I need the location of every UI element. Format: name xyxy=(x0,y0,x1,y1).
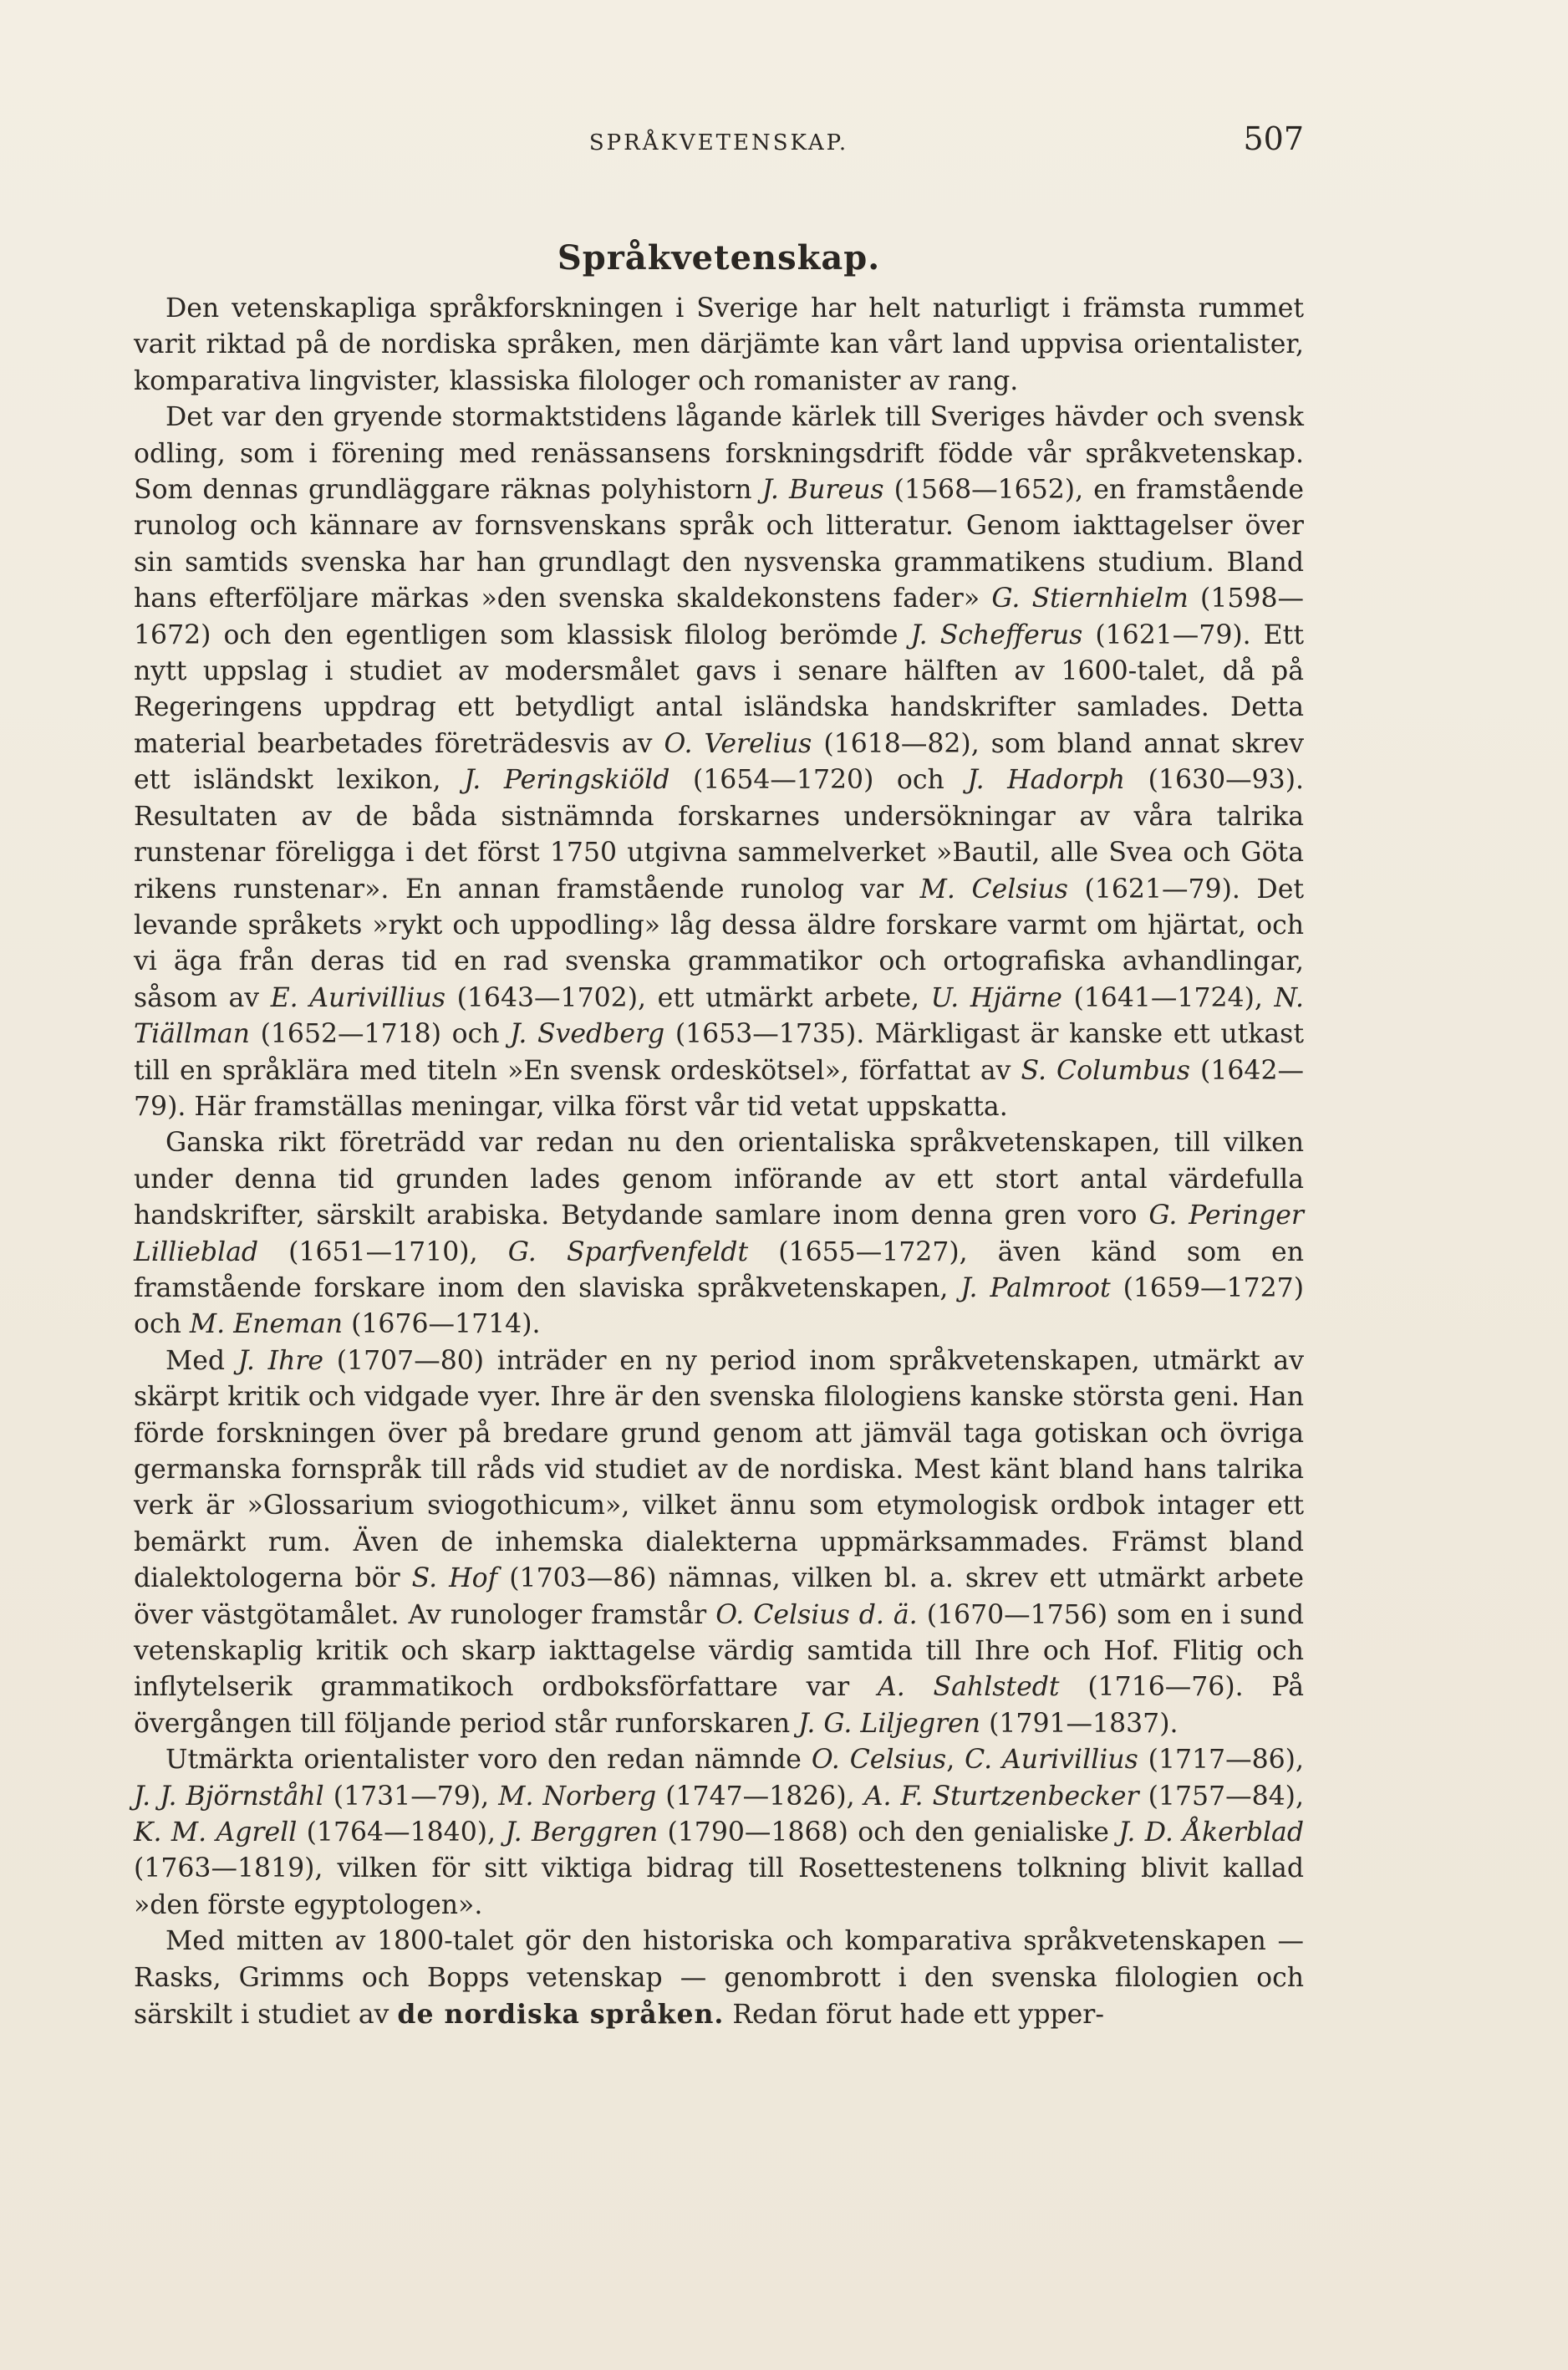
section-title: Språkvetenskap. xyxy=(557,238,881,278)
text-run: (1764—1840), xyxy=(297,1817,506,1848)
text-run: (1654—1720) och xyxy=(669,765,968,796)
paragraph xyxy=(134,1125,1304,1343)
text-run: (1791—1837). xyxy=(980,1708,1179,1739)
running-title: SPRÅKVETENSKAP. xyxy=(588,130,849,155)
italic-name: N. Tiällman xyxy=(134,982,1305,1050)
running-head xyxy=(134,115,1304,166)
italic-name: J. J. Björnståhl xyxy=(134,1781,324,1812)
text-run: (1707—80) inträder en ny period inom språkvetenskapen, utmärkt av skärpt kritik och vidgade vyer. Ihre är den svenska filologiens kanske största geni. Han förde forskningen över på bredare grund genom att jämväl taga gotiskan och övriga germanska fornspråk till råds vid studiet av de nordiska. Mest känt bland hans talrika verk är »Glossarium sviogothicum», vilket ännu som etymologisk ordbok intager ett bemärkt rum. Även de inhemska dialekterna uppmärksammades. Främst bland dialektologerna bör xyxy=(134,1345,1304,1594)
italic-name: O. Verelius xyxy=(664,728,812,759)
text-run: (1618—82), som bland annat skrev ett isländskt lexikon, xyxy=(134,728,1305,796)
italic-name: J. Bureus xyxy=(761,475,884,506)
text-run: (1653—1735). Märkligast är kanske ett utkast till en språklära med titeln »En svensk ordeskötsel», författat av xyxy=(134,1019,1304,1086)
text-run: (1643—1702), ett utmärkt arbete, xyxy=(445,982,931,1013)
text-run: Det var den gryende stormaktstidens lågande kärlek till Sveriges hävder och svensk odling, som i förening med renässansens forskningsdrift födde vår språkvetenskap. Som dennas grundläggare räknas polyhistorn xyxy=(134,402,1304,506)
italic-name: U. Hjärne xyxy=(930,982,1062,1013)
italic-name: O. Celsius d. ä. xyxy=(715,1599,918,1630)
text-run: (1731—79), xyxy=(323,1781,499,1812)
text-run: (1763—1819), vilken för sitt viktiga bidrag till Rosettestenens tolkning blivit kallad »den förste egyptologen». xyxy=(134,1853,1304,1920)
italic-name: S. Columbus xyxy=(1021,1055,1190,1086)
text-run: (1670—1756) som en i sund vetenskaplig kritik och skarp iakttagelse värdig samtida till Ihre och Hof. Flitig och inflytelserik grammatikoch ordboksförfattare var xyxy=(134,1599,1304,1703)
italic-name: J. Hadorph xyxy=(967,765,1126,796)
text-run: (1630—93). Resultaten av de båda sistnämnda forskarnes undersökningar av våra talrika runstenar föreligga i det först 1750 utgivna sammelverket »Bautil, alle Svea och Göta rikens runstenar». En annan framstående runolog var xyxy=(134,765,1304,905)
text-run: Ganska rikt företrädd var redan nu den orientaliska språkvetenskapen, till vilken under denna tid grunden lades genom införande av ett stort antal värdefulla handskrifter, särskilt arabiska. Betydande samlare inom denna gren voro xyxy=(134,1128,1304,1231)
italic-name: J. Berggren xyxy=(505,1817,659,1848)
italic-name: J. Ihre xyxy=(237,1345,324,1376)
text-run: Redan förut hade ett ypper- xyxy=(724,2000,1104,2031)
text-run: (1621—79). Ett nytt uppslag i studiet av modersmålet gavs i senare hälften av 1600-talet, då på Regeringens uppdrag ett betydligt antal isländska handskrifter samlades. Detta material bearbetades företrädesvis av xyxy=(134,619,1304,759)
italic-name: J. Svedberg xyxy=(510,1019,665,1050)
italic-name: G. Peringer Lillieblad xyxy=(134,1200,1304,1267)
italic-name: M. Celsius xyxy=(919,874,1068,905)
text-run: (1655—1727), även känd som en framstående forskare inom den slaviska språkvetenskapen, xyxy=(134,1236,1304,1303)
text-run: (1676—1714). xyxy=(343,1309,541,1340)
italic-name: M. Eneman xyxy=(189,1309,344,1340)
italic-name: G. Stiernhielm xyxy=(991,584,1189,614)
text-run: (1642—79). Här framställas meningar, vilka först vår tid vetat uppskatta. xyxy=(134,1055,1304,1122)
italic-name: C. Aurivillius xyxy=(965,1745,1138,1776)
text-run: (1790—1868) och den genialiske xyxy=(658,1817,1119,1848)
text-run: (1621—79). Det levande språkets »rykt och uppodling» låg dessa äldre forskare varmt om hjärtat, och vi äga från deras tid en rad svenska grammatikor och ortografiska avhandlingar, såsom av xyxy=(134,874,1304,1013)
text-run: (1703—86) nämnas, vilken bl. a. skrev ett utmärkt arbete över västgötamålet. Av runologer framstår xyxy=(134,1563,1305,1630)
italic-name: O. Celsius xyxy=(811,1745,947,1776)
paragraph xyxy=(134,1742,1304,1924)
italic-name: J. Schefferus xyxy=(910,619,1083,650)
italic-name: J. Palmroot xyxy=(960,1272,1111,1303)
italic-name: G. Sparfvenfeldt xyxy=(507,1236,749,1267)
text-run: (1716—76). På övergången till följande period står runforskaren xyxy=(134,1672,1304,1739)
paragraph xyxy=(134,400,1304,1125)
italic-name: E. Aurivillius xyxy=(270,982,445,1013)
paragraph xyxy=(134,291,1304,400)
italic-name: S. Hof xyxy=(411,1563,498,1594)
text-run: , xyxy=(946,1745,965,1776)
italic-name: J. G. Liljegren xyxy=(798,1708,981,1739)
text-run: (1757—84), xyxy=(1138,1781,1304,1812)
italic-name: K. M. Agrell xyxy=(134,1817,298,1848)
text-run: (1652—1718) och xyxy=(249,1019,511,1050)
text-run: Med xyxy=(165,1345,238,1376)
italic-name: J. Peringskiöld xyxy=(464,765,670,796)
text-run: Med mitten av 1800-talet gör den historiska och komparativa språkvetenskapen — Rasks, Grimms och Bopps vetenskap — genombrott i den svenska filologien och särskilt i studiet av xyxy=(134,1926,1304,2031)
text-run: (1659—1727) och xyxy=(134,1272,1305,1340)
body-text xyxy=(134,291,1304,2034)
italic-name: A. Sahlstedt xyxy=(878,1672,1060,1703)
italic-name: J. D. Åkerblad xyxy=(1118,1817,1305,1848)
bold-phrase: de nordiska språken. xyxy=(397,1999,725,2031)
text-run: (1747—1826), xyxy=(656,1781,864,1812)
text-run: Utmärkta orientalister voro den redan nämnde xyxy=(165,1745,812,1776)
paragraph xyxy=(134,1924,1304,2033)
text-run: (1651—1710), xyxy=(258,1236,508,1267)
italic-name: M. Norberg xyxy=(498,1781,657,1812)
text-run: (1598—1672) och den egentligen som klassisk filolog berömde xyxy=(134,584,1304,650)
text-run: (1568—1652), en framstående runolog och kännare av fornsvenskans språk och litteratur. Genom iakttagelser över sin samtids svenska har han grundlagt den nysvenska grammatikens studium. Bland hans efterföljare märkas »den svenska skaldekonstens fader» xyxy=(134,475,1304,614)
text-run: (1641—1724), xyxy=(1061,982,1275,1013)
italic-name: A. F. Sturtzenbecker xyxy=(863,1781,1139,1812)
paragraph xyxy=(134,1343,1304,1742)
page-number: 507 xyxy=(1243,120,1304,157)
text-run: Den vetenskapliga språkforskningen i Sverige har helt naturligt i främsta rummet varit riktad på de nordiska språken, men därjämte kan vårt land uppvisa orientalister, komparativa lingvister, klassiska filologer och romanister av rang. xyxy=(134,293,1304,396)
text-run: (1717—86), xyxy=(1138,1745,1304,1776)
